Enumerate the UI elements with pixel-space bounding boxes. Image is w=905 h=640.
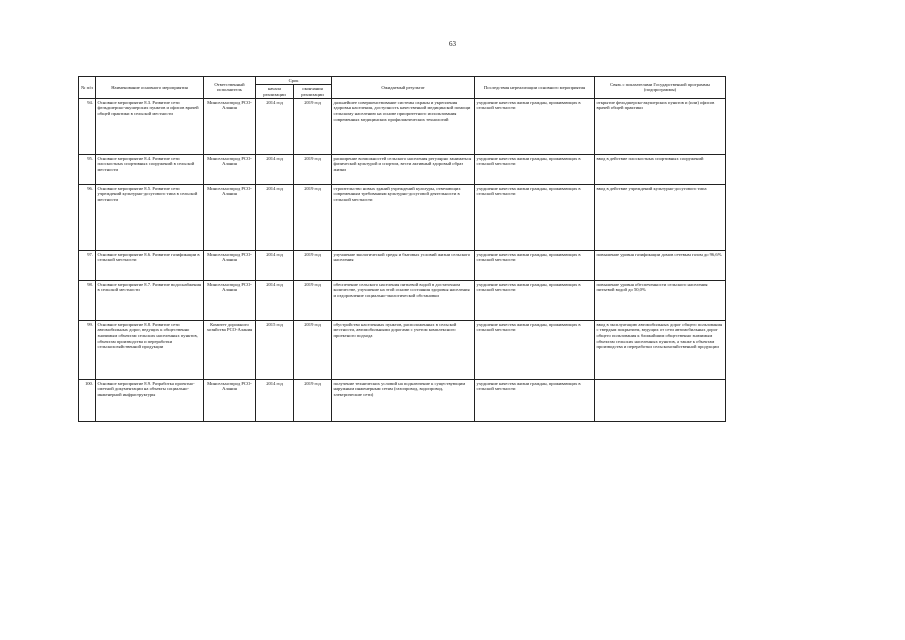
cell-end: 2019 год [294, 379, 332, 421]
header-num: № п/п [79, 77, 96, 99]
header-result: Ожидаемый результат [332, 77, 475, 99]
cell-result: обеспечение сельского населения питьевой водой в достаточном количестве, улучшение на этой основе состояния здоровья населения и оздоровление социально-экологической обстановки [332, 280, 475, 320]
page-number: 63 [449, 40, 456, 48]
table-row [79, 320, 726, 379]
cell-end: 2019 год [294, 98, 332, 154]
cell-responsible: Минсельхозпрод РСО-Алания [204, 184, 256, 250]
cell-responsible: Минсельхозпрод РСО-Алания [204, 98, 256, 154]
header-end: окончания реализации [294, 85, 332, 99]
table-row [79, 154, 726, 184]
cell-name: Основное мероприятие 8.8. Развитие сети автомобильных дорог, ведущих к общественно значимым объектам сельских населенных пунктов, объектам производства и переработки сельскохозяйственной продукции [96, 320, 204, 379]
cell-responsible: Минсельхозпрод РСО-Алания [204, 250, 256, 280]
cell-consequences: ухудшение качества жизни граждан, проживающих в сельской местности [475, 154, 595, 184]
cell-start: 2014 год [256, 280, 294, 320]
cell-link [595, 379, 726, 421]
measures-table [78, 76, 726, 422]
cell-result: получение технических условий на подключение к существующим наружным инженерным сетям (газопровод, водопровод, электрические сети) [332, 379, 475, 421]
cell-num: 99. [79, 320, 96, 379]
cell-num: 95. [79, 154, 96, 184]
header-link: Связь с показателями Государственной программы (подпрограммы) [595, 77, 726, 99]
cell-start: 2014 год [256, 98, 294, 154]
cell-result: улучшение экологической среды и бытовых условий жизни сельского населения [332, 250, 475, 280]
header-row [79, 77, 726, 85]
cell-start: 2014 год [256, 250, 294, 280]
cell-result: дальнейшее совершенствование системы охраны и укрепления здоровья населения, доступность качественной медицинской помощи сельскому населению на основе приоритетного использования современных медицинских профилактических технологий [332, 98, 475, 154]
table-row [79, 379, 726, 421]
cell-start: 2014 год [256, 379, 294, 421]
cell-num: 98. [79, 280, 96, 320]
cell-name: Основное мероприятие 8.5. Развитие сети учреждений культурно-досугового типа в сельской местности [96, 184, 204, 250]
cell-end: 2019 год [294, 320, 332, 379]
cell-result: расширение возможностей сельского населения регулярно заниматься физической культурой и спортом, вести активный здоровый образ жизни [332, 154, 475, 184]
cell-responsible: Минсельхозпрод РСО-Алания [204, 154, 256, 184]
cell-result: строительство новых зданий учреждений культуры, отвечающих современным требованиям культурно-досуговой деятельности в сельской местности [332, 184, 475, 250]
cell-start: 2015 год [256, 320, 294, 379]
cell-name: Основное мероприятие 8.6. Развитие газификации в сельской местности [96, 250, 204, 280]
cell-end: 2019 год [294, 250, 332, 280]
table-row [79, 280, 726, 320]
cell-link: повышение уровня газификации домов сетевым газом до 96,6% [595, 250, 726, 280]
cell-num: 100. [79, 379, 96, 421]
header-name: Наименование основного мероприятия [96, 77, 204, 99]
cell-link: ввод в действие учреждений культурно-досугового типа [595, 184, 726, 250]
cell-name: Основное мероприятие 8.4. Развитие сети плоскостных спортивных сооружений в сельской местности [96, 154, 204, 184]
cell-consequences: ухудшение качества жизни граждан, проживающих в сельской местности [475, 184, 595, 250]
table-body [79, 98, 726, 421]
header-consequences: Последствия нереализации основного мероприятия [475, 77, 595, 99]
cell-consequences: ухудшение качества жизни граждан, проживающих в сельской местности [475, 379, 595, 421]
cell-end: 2019 год [294, 184, 332, 250]
cell-num: 97. [79, 250, 96, 280]
cell-end: 2019 год [294, 280, 332, 320]
cell-link: открытие фельдшерско-акушерских пунктов и (или) офисов врачей общей практики [595, 98, 726, 154]
table-row [79, 98, 726, 154]
cell-start: 2014 год [256, 184, 294, 250]
cell-num: 96. [79, 184, 96, 250]
cell-link: ввод в эксплуатацию автомобильных дорог общего пользования с твердым покрытием, ведущих от сети автомобильных дорог общего пользования к ближайшим общественно значимым объектам сельских населенных пунктов, а также к объектам производства и переработки сельскохозяйственной продукции [595, 320, 726, 379]
cell-name: Основное мероприятие 8.9. Разработка проектно-сметной документации на объекты социально-инженерной инфраструктуры [96, 379, 204, 421]
header-term: Срок [256, 77, 332, 85]
cell-result: обустройство населенных пунктов, расположенных в сельской местности, автомобильными дорогами с учетом комплексного проектного подхода [332, 320, 475, 379]
cell-link: ввод в действие плоскостных спортивных сооружений [595, 154, 726, 184]
table-row [79, 184, 726, 250]
cell-name: Основное мероприятие 8.3. Развитие сети фельдшерско-акушерских пунктов и офисов врачей общей практики в сельской местности [96, 98, 204, 154]
cell-name: Основное мероприятие 8.7. Развитие водоснабжения в сельской местности [96, 280, 204, 320]
cell-responsible: Комитет дорожного хозяйства РСО-Алания [204, 320, 256, 379]
cell-start: 2014 год [256, 154, 294, 184]
table-row [79, 250, 726, 280]
cell-link: повышение уровня обеспеченности сельского населения питьевой водой до 50,0% [595, 280, 726, 320]
cell-consequences: ухудшение качества жизни граждан, проживающих в сельской местности [475, 280, 595, 320]
cell-num: 94. [79, 98, 96, 154]
cell-consequences: ухудшение качества жизни граждан, проживающих в сельской местности [475, 320, 595, 379]
cell-responsible: Минсельхозпрод РСО-Алания [204, 280, 256, 320]
cell-end: 2019 год [294, 154, 332, 184]
header-responsible: Ответственный исполнитель [204, 77, 256, 99]
cell-consequences: ухудшение качества жизни граждан, проживающих в сельской местности [475, 250, 595, 280]
header-start: начала реализации [256, 85, 294, 99]
cell-consequences: ухудшение качества жизни граждан, проживающих в сельской местности [475, 98, 595, 154]
cell-responsible: Минсельхозпрод РСО-Алания [204, 379, 256, 421]
